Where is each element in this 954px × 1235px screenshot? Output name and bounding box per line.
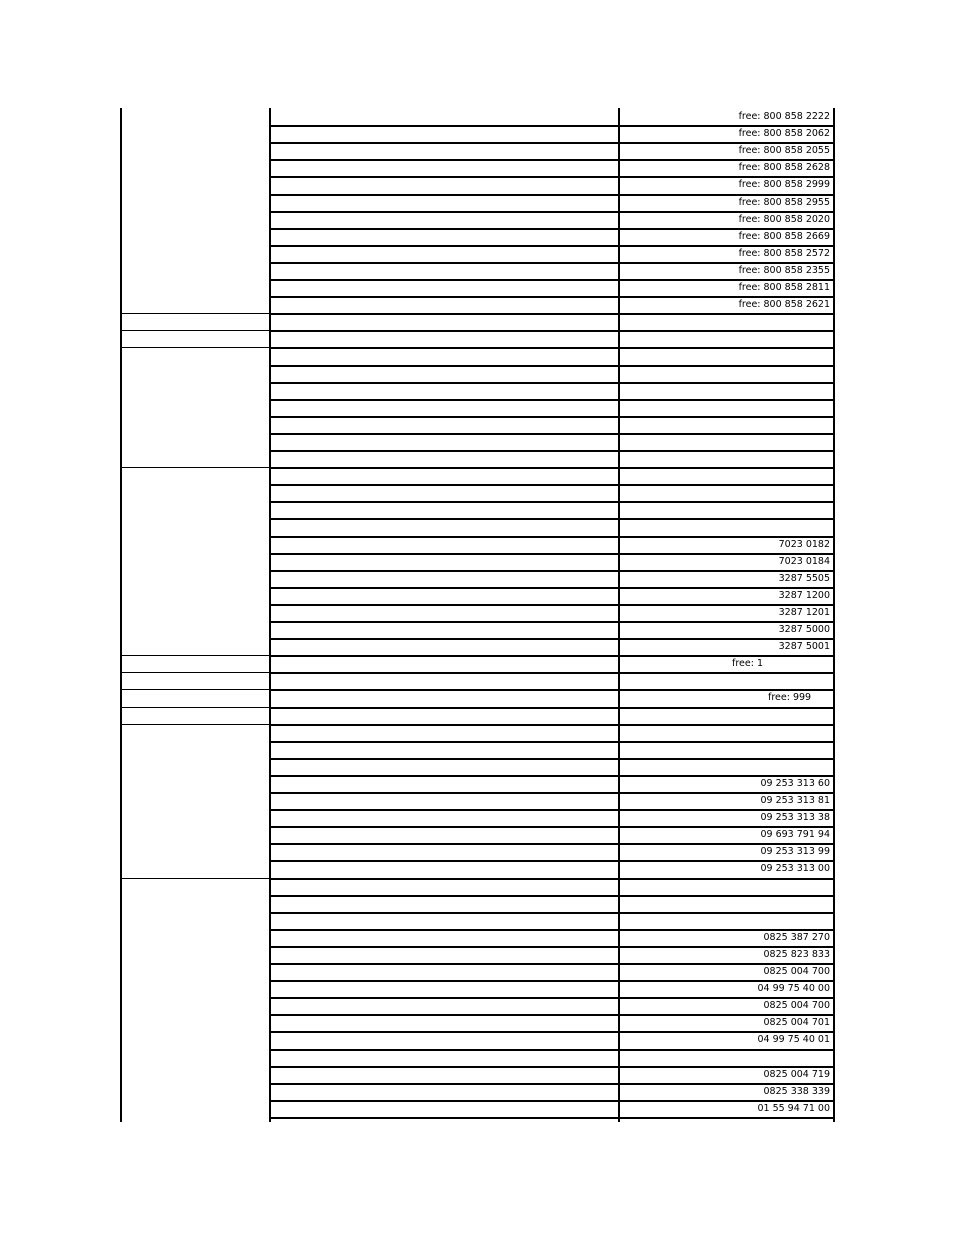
phone-cell: 09 253 313 81	[760, 795, 830, 806]
phone-cell: 09 253 313 99	[760, 846, 830, 857]
row-border	[269, 604, 835, 606]
row-border	[269, 518, 835, 520]
group-border	[120, 313, 269, 314]
row-border	[269, 467, 835, 469]
row-border	[269, 382, 835, 384]
row-border	[269, 741, 835, 743]
row-border	[269, 758, 835, 760]
phone-cell: 0825 387 270	[763, 932, 830, 943]
row-border	[269, 638, 835, 640]
phone-cell: free: 800 858 2020	[738, 214, 830, 225]
phone-cell: free: 1	[732, 658, 763, 669]
column-border-1	[269, 108, 271, 1122]
phone-cell: free: 800 858 2055	[738, 145, 830, 156]
row-border	[269, 843, 835, 845]
phone-cell: 0825 004 701	[763, 1017, 830, 1028]
row-border	[269, 775, 835, 777]
row-border	[269, 433, 835, 435]
phone-cell: free: 800 858 2669	[738, 231, 830, 242]
phone-cell: 0825 004 700	[763, 966, 830, 977]
group-border	[120, 467, 269, 468]
row-border	[269, 194, 835, 196]
row-border	[269, 501, 835, 503]
row-border	[269, 724, 835, 726]
row-border	[269, 176, 835, 178]
row-border	[269, 365, 835, 367]
phone-cell: 7023 0184	[778, 556, 830, 567]
row-border	[269, 159, 835, 161]
phone-cell: free: 800 858 2222	[738, 111, 830, 122]
phone-cell: 3287 1200	[778, 590, 830, 601]
row-border	[269, 621, 835, 623]
group-border	[120, 878, 269, 879]
row-border	[269, 228, 835, 230]
phone-cell: 0825 823 833	[763, 949, 830, 960]
phone-cell: 3287 5000	[778, 624, 830, 635]
row-border	[269, 963, 835, 965]
row-border	[269, 347, 835, 349]
phone-cell: free: 800 858 2621	[738, 299, 830, 310]
row-border	[269, 450, 835, 452]
row-border	[269, 792, 835, 794]
group-border	[120, 672, 269, 673]
row-border	[269, 262, 835, 264]
column-border-right	[833, 108, 835, 1122]
row-border	[269, 980, 835, 982]
row-border	[269, 929, 835, 931]
phone-cell: 09 693 791 94	[760, 829, 830, 840]
group-border	[120, 689, 269, 690]
row-border	[269, 536, 835, 538]
row-border	[269, 1066, 835, 1068]
row-border	[269, 672, 835, 674]
row-border	[269, 399, 835, 401]
phone-cell: 7023 0182	[778, 539, 830, 550]
phone-cell: free: 800 858 2999	[738, 179, 830, 190]
row-border	[269, 655, 835, 657]
row-border	[269, 587, 835, 589]
phone-cell: 3287 1201	[778, 607, 830, 618]
row-border	[269, 245, 835, 247]
column-border-left	[120, 108, 122, 1122]
phone-cell: 04 99 75 40 00	[757, 983, 830, 994]
group-border	[120, 347, 269, 348]
row-border	[269, 878, 835, 880]
row-border	[269, 689, 835, 691]
row-border	[269, 860, 835, 862]
row-border	[269, 296, 835, 298]
row-border	[269, 809, 835, 811]
phone-cell: 0825 338 339	[763, 1086, 830, 1097]
phone-cell: free: 999	[768, 692, 812, 703]
phone-cell: 0825 004 700	[763, 1000, 830, 1011]
column-border-2	[618, 108, 620, 1122]
phone-cell: free: 800 858 2572	[738, 248, 830, 259]
row-border	[269, 142, 835, 144]
row-border	[269, 279, 835, 281]
group-border	[120, 724, 269, 725]
phone-cell: 3287 5001	[778, 641, 830, 652]
row-border	[269, 416, 835, 418]
row-border	[269, 313, 835, 315]
phone-cell: free: 800 858 2628	[738, 162, 830, 173]
row-border	[269, 707, 835, 709]
group-border	[120, 707, 269, 708]
row-border	[269, 570, 835, 572]
row-border	[269, 895, 835, 897]
row-border	[269, 553, 835, 555]
group-border	[120, 655, 269, 656]
phone-cell: free: 800 858 2355	[738, 265, 830, 276]
phone-cell: 09 253 313 60	[760, 778, 830, 789]
row-border	[269, 484, 835, 486]
row-border	[269, 912, 835, 914]
row-border	[269, 1117, 835, 1119]
row-border	[269, 125, 835, 127]
phone-cell: 09 253 313 38	[760, 812, 830, 823]
phone-cell: free: 800 858 2811	[738, 282, 830, 293]
row-border	[269, 1083, 835, 1085]
row-border	[269, 330, 835, 332]
row-border	[269, 1100, 835, 1102]
row-border	[269, 211, 835, 213]
phone-cell: 04 99 75 40 01	[757, 1034, 830, 1045]
phone-cell: free: 800 858 2955	[738, 197, 830, 208]
row-border	[269, 1014, 835, 1016]
phone-cell: 09 253 313 00	[760, 863, 830, 874]
phone-cell: free: 800 858 2062	[738, 128, 830, 139]
row-border	[269, 1031, 835, 1033]
row-border	[269, 997, 835, 999]
row-border	[269, 826, 835, 828]
row-border	[269, 946, 835, 948]
phone-cell: 3287 5505	[778, 573, 830, 584]
phone-cell: 0825 004 719	[763, 1069, 830, 1080]
group-border	[120, 330, 269, 331]
phone-cell: 01 55 94 71 00	[757, 1103, 830, 1114]
row-border	[269, 1049, 835, 1051]
